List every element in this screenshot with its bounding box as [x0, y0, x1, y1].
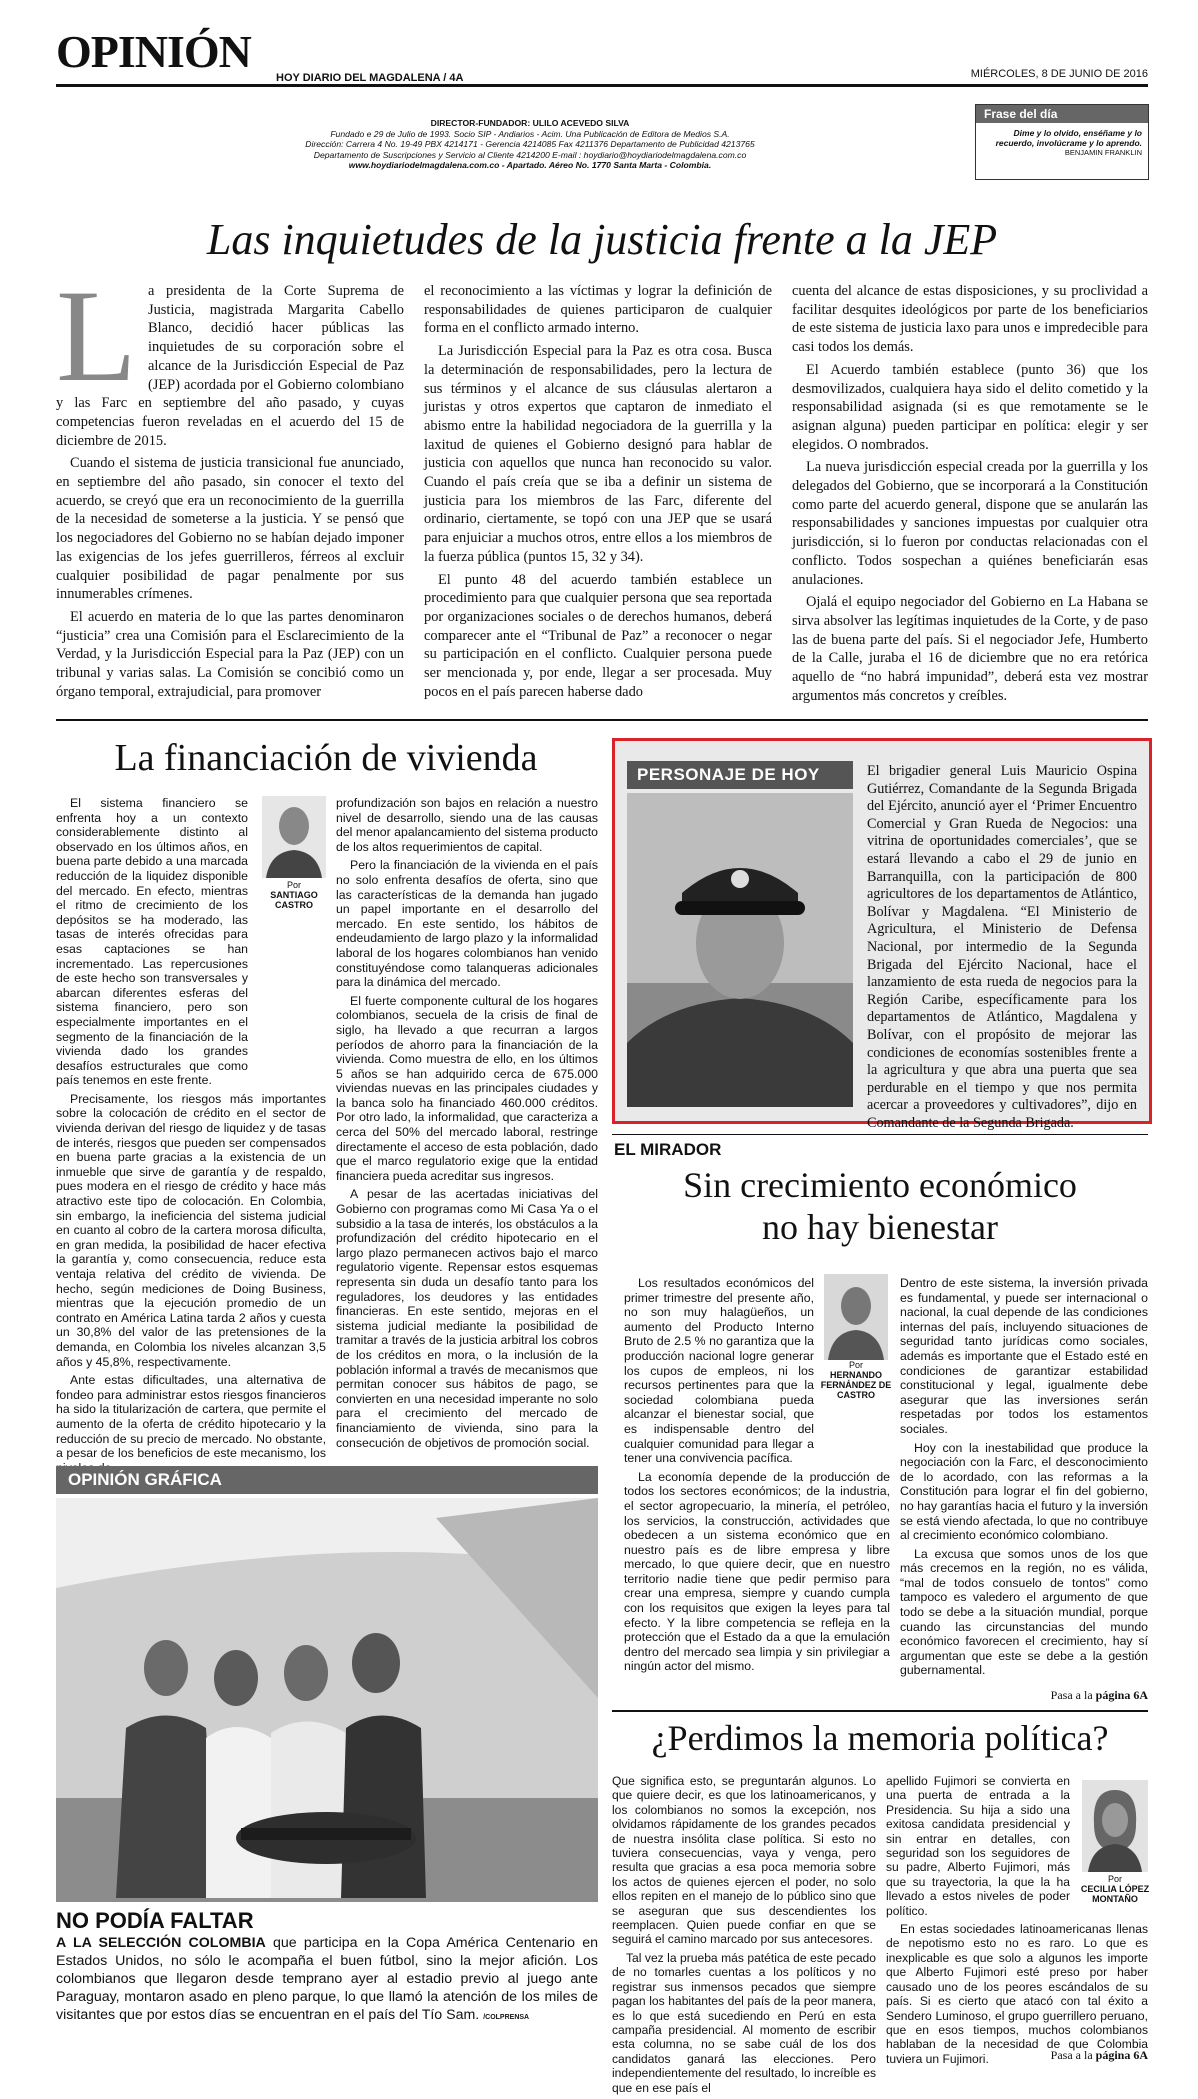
mirador-jump[interactable] — [980, 1688, 1148, 1703]
credits-line-4: www.hoydiariodelmagdalena.com.co - Apartado. Aéreo No. 1770 Santa Marta - Colombia. — [348, 160, 712, 171]
mirador-author-label: Por — [848, 1360, 863, 1370]
editorial-col3-p2: El Acuerdo también establece (punto 36) que los desmovilizados, cualquiera haya sido el delito cometido y la responsabilidad asignada (si es que remotamente se le asignan alguna) pueden participar en política: elegir y ser elegidos. O nombrados. — [792, 361, 1148, 453]
editorial-col1-p3: El acuerdo en materia de lo que las partes denominaron “justicia” crea una Comisión para el Esclarecimiento de la Verdad, y la Jurisdicción Especial para la Paz (JEP) con un tribunal y varias salas. La Comisión se concibió como un órgano temporal, extrajudicial, para promover — [56, 608, 404, 700]
personaje-header: PERSONAJE DE HOY — [627, 761, 853, 789]
vivienda-col2-p3: El fuerte componente cultural de los hogares colombianos, secuela de la crisis de final de siglo, ha llevado a que recurran a largos períodos de ahorro para la financiación de la vivienda. Como muestra de ello, en los últimos 5 años se han adquirido cerca de 675.000 viviendas nuevas en las principales ciudades y la banca solo ha financiado 460.000 créditos. Por otro lado, la informalidad, que caracteriza a cerca del 50% del mercado laboral, restringe directamente el acceso de esta población, dado que el marco regulatorio exige que la entidad financiera pueda acreditar sus ingresos. — [336, 993, 598, 1183]
mirador-col-2 — [900, 1276, 1148, 1682]
editorial-title: Las inquietudes de la justicia frente a la JEP — [206, 215, 998, 264]
vivienda-col-1 — [56, 796, 326, 1479]
editorial-col3-p1: cuenta del alcance de estas disposiciones, y su proclividad a facilitar desquites ideológicos por parte de los beneficiarios de este sistema de justicia laxo para unos e impredecible para casi todos los demás. — [792, 283, 1148, 356]
credits-line-3: Departamento de Suscripciones y Servicio al Cliente 4214200 E-mail : hoydiario@hoydiariodelmagdalena.com.co — [313, 149, 747, 160]
credits-block — [190, 118, 870, 171]
editorial-col2-p3: El punto 48 del acuerdo también establece un procedimiento para que cualquier persona que sea reportada por organizaciones sociales o de derechos humanos, deberá comparecer ante el “Tribunal de Paz” a reconocer o negar su participación en el conflicto. Cualquier persona puede ser mencionada y, por ende, llegar a ser procesada. Muy pocos en el país parecen haberse dado — [424, 571, 772, 700]
memoria-col-2 — [886, 1774, 1148, 2070]
memoria-jump[interactable] — [980, 2048, 1148, 2063]
editorial-rule — [56, 719, 1148, 721]
memoria-title: ¿Perdimos la memoria política? — [651, 1718, 1109, 1758]
vivienda-title: La financiación de vivienda — [114, 737, 538, 779]
credits-line-2: Dirección: Carrera 4 No. 19-49 PBX 4214171 - Gerencia 4214085 Fax 4211376 Departamento de Publicidad 4213765 — [305, 139, 755, 150]
paper-name: HOY DIARIO DEL MAGDALENA / 4A — [276, 72, 464, 84]
credits-director: DIRECTOR-FUNDADOR: ULILO ACEVEDO SILVA — [430, 118, 630, 128]
memoria-jump-page[interactable]: página 6A — [1095, 2048, 1148, 2062]
editorial-col-2 — [424, 282, 772, 705]
vivienda-author-label: Por — [286, 880, 301, 890]
vivienda-col1-p3: Ante estas dificultades, una alternativa de fondeo para administrar estos riesgos financieros ha sido la titularización de cartera, que permite el aumento de la oferta de crédito hipotecario y la reducción de su precio de mercado. No obstante, a pesar de los beneficios de este mecanismo, los — [56, 1373, 326, 1461]
mirador-title-line-2: no hay bienestar — [762, 1207, 998, 1247]
editorial-col3-p4: Ojalá el equipo negociador del Gobierno en La Habana se sirva absolver las legítimas inquietudes de la Corte, y de paso las de buena parte del país. Si el negociador Jefe, Humberto de la Calle, juraba el 16 de diciembre que no era retórica aquello de “no habrá impunidad”, deberá esta vez mostrar argumentos más concretos y creíbles. — [792, 594, 1148, 704]
mirador-col1-p2: La economía depende de la producción de todos los sectores económicos; de la industria, el sector agropecuario, la minería, el petróleo, los servicios, la construcción, actividades que obedecen a un sistema económico que en nuestro país es de libre empresa y libre mercado, lo que quiere decir, que en nuestro territorio nadie tiene que pedir permiso para crear una empresa, siempre y cuando cumpla con los requisitos que exigen la leyes para tal efecto. Y la libre competencia se refleja en la protección que el Estado da a que la emulación dentro del mercado sea limpia y sin privilegiar a ningún actor del mismo. — [624, 1469, 890, 1674]
personaje-photo — [627, 793, 853, 1107]
grafica-photo — [56, 1498, 598, 1902]
editorial-col1-p2: Cuando el sistema de justicia transicional fue anunciado, en septiembre del año pasado, sin conocer el texto del acuerdo, se creyó que era un reconocimiento de la guerrilla de la necesidad de someterse a la justicia. Y se pensó que los negociadores del Gobierno no se habían dejado imponer las exigencias de los jefes guerrilleros, férreos al excluir cualquier posibilidad de pagar penalmente por sus innumerables crímenes. — [56, 455, 404, 603]
masthead-rule — [56, 84, 1148, 87]
mirador-kicker: EL MIRADOR — [614, 1140, 722, 1159]
memoria-col1-p1: Que significa esto, se preguntarán algunos. Lo que quiere decir, es que los latinoamericanos, y los colombianos no somos la excepción, nos olvidamos rápidamente de los grandes pecados de nuestra insólita clase política. Si esto no tuviera consecuencias, vaya y venga, pero resulta que gracias a esa poca memoria sobre los actos de quienes ejercen el poder, no solo ellos repiten en el manejo de lo público sino que se aseguran que sus descendientes los reemplacen. Quien puede confiar en que se seguirá el camino marcado por sus antecesores. — [612, 1774, 876, 1947]
quote-text: Dime y lo olvido, enséñame y lo recuerdo, involúcrame y lo aprendo. — [995, 128, 1142, 148]
vivienda-col1-p1: El sistema financiero se enfrenta hoy a un contexto considerablemente distinto al observado en los últimos años, en buena parte debido a una marcada reducción de la liquidez disponible del mercado. En efecto, mientras el ritmo de crecimiento de los depósitos se ha moderado, las tasas de interés ofrecidas para esas captaciones se han incrementado. Las repercusiones de este hecho son transversales y abarcan diferentes esferas del sistema financiero, pero son especialmente importantes en el segmento de la financiación de la vivienda dado los grandes desafíos estructurales que como país tenemos en este frente. — [56, 796, 248, 1088]
mirador-col2-p3: La excusa que somos unos de los que más crecemos en la región, no es válida, “mal de todos consuelo de tontos” como tampoco es valedero el argumento de que todo se debe a la situación mundial, porque cuando las circunstancias del mundo económico favorecen el crecimiento, hay sí argumentan que este se debe a la gestión gubernamental. — [900, 1546, 1148, 1678]
mirador-title-line-1: Sin crecimiento económico — [683, 1165, 1077, 1205]
grafica-caption — [56, 1934, 598, 2027]
vivienda-col2-p4: A pesar de las acertadas iniciativas del Gobierno con programas como Mi Casa Ya o el subsidio a la tasa de interés, los obstáculos a la profundización del crédito hipotecario en el largo plazo permanecen activos bajo el marco regulatorio vigente. Repensar estos esquemas representa sin duda un desafío tanto para los reguladores, los deudores y las entidades financieras. En este sentido, mejoras en el sistema judicial mediante la posibilidad de tramitar a través de la justicia arbitral los cobros de los créditos en mora, o la inclusión de la población informal a través de mecanismos que permitan conocer sus hábitos de pago, se convierten en una necesidad imperante no solo para el crecimiento del mercado de financiamiento de vivienda, sino para la consecución de objetivos de promoción social. — [336, 1187, 598, 1450]
vivienda-col1-p2: Precisamente, los riesgos más importantes sobre la colocación de crédito en el sector de vivienda derivan del riesgo de liquidez y de tasas de interés, riesgos que pueden ser compensados en buena parte gracias a la existencia de un inmueble que sirve de garantía y de respaldo, pues modera en el riesgo de crédito y hace más atractivo este tipo de colocación. En Colombia, sin embargo, la ineficiencia del sistema judicial en cuanto al cobro de la cartera morosa dificulta, en gran medida, la posibilidad de hacer efectiva la garantía y, como consecuencia, reduce esta ventaja relativa del crédito de vivienda. De hecho, según mediciones de Doing Business, mientras que la ejecución promedio de un contrato en América Latina tarda 2 años y cuesta un 30,8% del valor de las pretensiones de la demanda, en Colombia los niveles alcanzan 3,5 años y 45,8%, respectivamente. — [56, 1091, 326, 1369]
masthead — [56, 24, 1148, 84]
fans-barbecue-photo-icon — [56, 1498, 598, 1902]
soldier-portrait-icon — [627, 793, 853, 1107]
grafica-caption-text: que participa en la Copa América Centenario en Estados Unidos, no sólo le acompaña el buen fútbol, sino la mejor afición. Los colombianos que llegaron desde temprano ayer al estadio previo al juego ante Paraguay, montaron asado en pleno parque, lo que llamó la atención de los miles de visitantes que por estos días se encuentran en el país del Tío Sam. — [56, 1935, 598, 2023]
editorial-col3-p3: La nueva jurisdicción especial creada por la guerrilla y los delegados del Gobierno, que se incorporará a la Constitución como parte del acuerdo general, dispone que se anularán las responsabilidades y sanciones impuestas por cualquier otra jurisdicción, si lo fueron por conductas relacionadas con el conflicto. Todos sospechan a quiénes beneficiarán esas anulaciones. — [792, 459, 1148, 588]
memoria-col1-p2: Tal vez la prueba más patética de este pecado de no tomarles cuentas a los políticos y no registrar sus inmensos pecados que siempre pagan los habitantes del país de la peor manera, es lo que está sucediendo en Perú en esta campaña presidencial. Al momento de escribir esta columna, no se sabe cuál de los dos candidatos ganará las elecciones. Pero independientemente del resultado, lo increíble es que en ese país el — [612, 1950, 876, 2095]
credits-line-1: Fundado e 29 de Julio de 1993. Socio SIP - Andiarios - Acim. Una Publicación de Editora de Medios S.A. — [330, 128, 730, 139]
quote-box — [975, 104, 1149, 180]
editorial-col2-p1: el reconocimiento a las víctimas y lograr la definición de responsabilidades de quienes participaron de cualquier forma en el conflicto armado interno. — [424, 283, 772, 337]
mirador-col-1 — [624, 1276, 890, 1678]
grafica-header: OPINIÓN GRÁFICA — [56, 1466, 598, 1494]
memoria-author-label: Por — [1107, 1874, 1122, 1884]
memoria-author: CECILIA LÓPEZ MONTAÑO — [1080, 1884, 1150, 1904]
dropcap: L — [56, 262, 137, 409]
vivienda-author: SANTIAGO CASTRO — [270, 890, 318, 910]
memoria-jump-prefix: Pasa a la — [1050, 2048, 1093, 2062]
issue-date: MIÉRCOLES, 8 DE JUNIO DE 2016 — [970, 68, 1148, 80]
mirador-jump-page[interactable]: página 6A — [1095, 1688, 1148, 1702]
personaje-text: El brigadier general Luis Mauricio Ospina Gutiérrez, Comandante de la Segunda Brigada del Ejército, anunció ayer el ‘Primer Encuentro Comercial y Gran Rueda de Negocios: una vitrina de oportunidades comerciales’, que se estará llevando a cabo el 29 de junio en Barranquilla, con la participación de 800 agricultores de los departamentos de Atlántico, Bolívar y Magdalena. “El Ministerio de Agricultura, el Ministerio de Defensa Nacional, por intermedio de la Segunda Brigada del Ejército Nacional, hace el lanzamiento de esta rueda de negocios para la Región Caribe, específicamente para los departamentos de Atlántico, Magdalena y Bolívar, con el propósito de mejorar las condiciones de economías sostenibles frente a la agricultura y que abra una puerta que sea perdurable en el tiempo y que nos permita acercar a proveedores y cultivadores”, dijo en Comandante de la Segunda Brigada. — [867, 763, 1137, 1131]
grafica-credit: /COLPRENSA — [483, 2014, 530, 2021]
mirador-col2-p2: Hoy con la inestabilidad que produce la negociación con la Farc, el desconocimiento de lo acordado, con las reformas a la Constitución para lograr el fin del gobierno, no hay garantías hacia el futuro y la inversión se está viendo afectada, lo que no contribuye al crecimiento económico colombiano. — [900, 1440, 1148, 1543]
editorial-col-3 — [792, 282, 1148, 709]
memoria-col2-p2: En estas sociedades latinoamericanas llenas de nepotismo esto no es raro. Lo que es inexplicable es que solo a algunos les importe que Alberto Fujimori esté preso por haber causado uno de los peores escándalos de su país. Si es cierto que atacó con tal éxito a Sendero Luminoso, el grupo guerrillero peruano, que en esos tiempos, muchos colombianos hablaban de la necesidad de que Colombia tuviera un Fujimori. — [886, 1922, 1148, 2066]
grafica-kicker: NO PODÍA FALTAR — [56, 1908, 254, 1933]
quote-author: BENJAMIN FRANKLIN — [1064, 148, 1142, 157]
section-title: OPINIÓN — [56, 26, 251, 77]
editorial-col-1 — [56, 262, 404, 705]
editorial-lead: a presidenta de la Corte Suprema de Justicia, magistrada Margarita Cabello Blanco, decidió hacer públicas las inquietudes de su corporación sobre el alcance de la Jurisdicción Especial de Paz (JEP) acordada por el Gobierno colombiano y las Farc en septiembre del año pasado, y cuyas competencias fueron reveladas en el acuerdo del 15 de diciembre de 2015. — [56, 283, 404, 449]
mirador-author: HERNANDO FERNÁNDEZ DE CASTRO — [820, 1370, 892, 1400]
mirador-rule — [612, 1134, 1148, 1135]
mirador-jump-prefix: Pasa a la — [1050, 1688, 1093, 1702]
personaje-box — [612, 738, 1152, 1131]
memoria-rule — [612, 1710, 1148, 1712]
vivienda-col-2 — [336, 796, 598, 1454]
grafica-caption-lead: A LA SELECCIÓN COLOMBIA — [56, 1935, 266, 1951]
vivienda-col2-p1: profundización son bajos en relación a nuestro nivel de desarrollo, siendo una de las causas del menor apalancamiento del sistema producto de los altos requerimientos de capital. — [336, 796, 598, 854]
vivienda-col2-p2: Pero la financiación de la vivienda en el país no solo enfrenta desafíos de oferta, sino que las características de la demanda han jugado un papel importante en el desarrollo del mercado. En este sentido, los hábitos de endeudamiento de largo plazo y la informalidad laboral de los hogares colombianos han venido constituyéndose como talanqueras adicionales para la dinámica del mercado. — [336, 858, 598, 990]
editorial-col2-p2: La Jurisdicción Especial para la Paz es otra cosa. Busca la determinación de responsabilidades, pero la lectura de sus términos y el alcance de sus cláusulas alertaron a juristas y otros expertos que captaron de inmediato el abismo entre la habilidad negociadora de la guerrilla y la laxitud de quienes el Gobierno designó para hablar de justicia con aquellos que nunca han reconocido su valor. Cuando el país creía que se iba a definir un sistema de justicia para los miembros de las Farc, diferente del ordinario, ciertamente, se topó con una JEP que se usará para enjuiciar a muchos otros, entre ellos a los miembros de la fuerza pública (puntos 15, 32 y 34). — [424, 343, 772, 565]
quote-header: Frase del día — [976, 105, 1148, 123]
mirador-title — [612, 1164, 1148, 1248]
mirador-col1-p1: Los resultados económicos del primer trimestre del presente año, no son muy halagüeños, un aumento del Producto Interno Bruto de 2.5 % no garantiza que la producción nacional logre generar los cupos de empleos, ni los recursos pertinentes para que la sociedad colombiana pueda alcanzar el bienestar social, que es indispensable dentro del cualquier comunidad para llegar a tener una convivencia pacífica. — [624, 1276, 814, 1466]
mirador-col2-p1: Dentro de este sistema, la inversión privada es fundamental, y puede ser internacional o nacional, la cual depende de las condiciones internas del país, incluyendo situaciones de seguridad tanto jurídicas como sociales, además es importante que el Estado esté en condiciones de garantizar estabilidad constitucional y legal, igualmente debe asegurar que las inversiones serán respetadas por todos los estamentos sociales. — [900, 1276, 1148, 1436]
memoria-col2-p1: apellido Fujimori se convierta en una puerta de entrada a la Presidencia. Su hija a sido una exitosa candidata presidencial y sin entrar en detalles, con seguridad son los seguidores de su padre, Alberto Fujimori, más que su trayectoria, la que la ha llevado a estos niveles de poder político. — [886, 1774, 1070, 1918]
memoria-col-1 — [612, 1774, 876, 2099]
